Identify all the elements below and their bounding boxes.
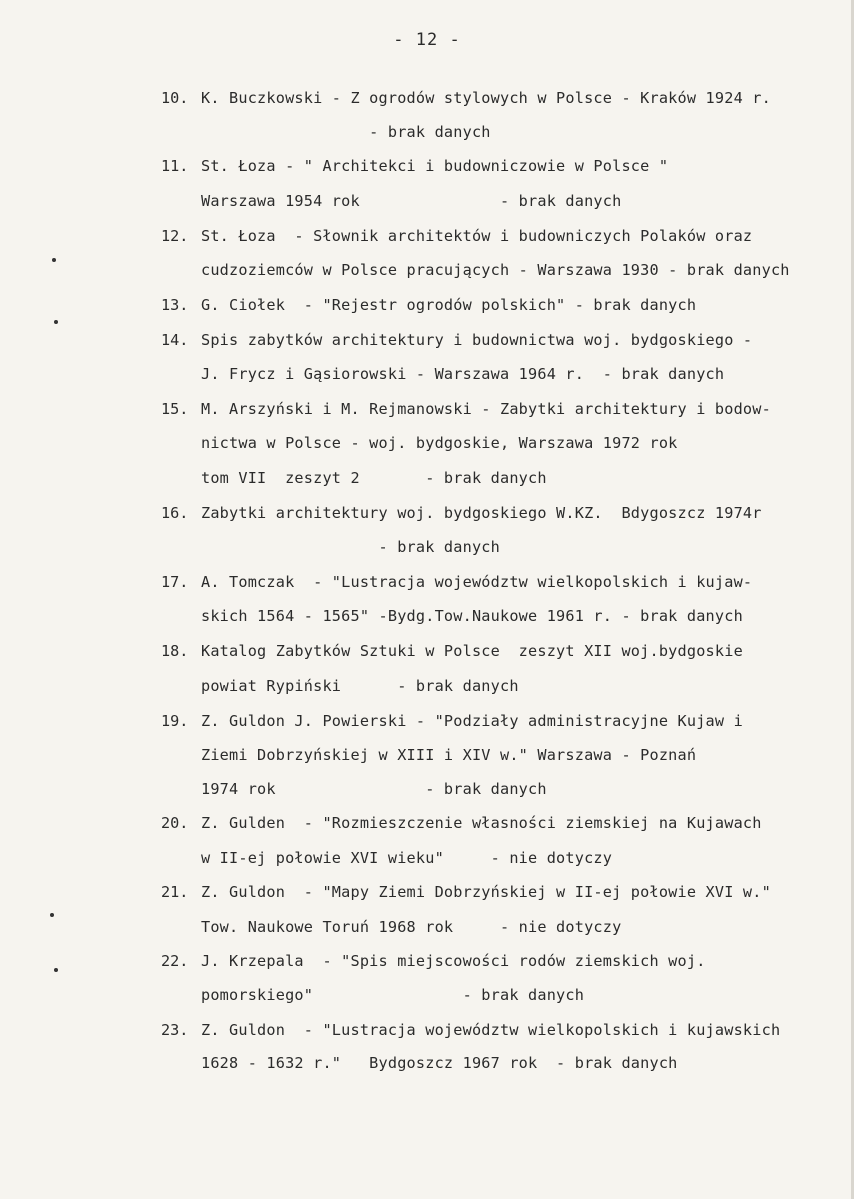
entry-number: 12. <box>161 227 189 245</box>
entry-number: 18. <box>161 642 189 660</box>
entry-number: 13. <box>161 296 189 314</box>
entry-number: 16. <box>161 504 189 522</box>
entry-line: Tow. Naukowe Toruń 1968 rok - nie dotyczy <box>201 918 622 936</box>
entry-line: - brak danych <box>201 538 500 556</box>
entry-line: Z. Gulden - "Rozmieszczenie własności ziemskiej na Kujawach <box>201 814 762 832</box>
entry-line: Spis zabytków architektury i budownictwa woj. bydgoskiego - <box>201 331 753 349</box>
entry-line: skich 1564 - 1565" -Bydg.Tow.Naukowe 1961 r. - brak danych <box>201 607 743 625</box>
entry-line: 1974 rok - brak danych <box>201 780 547 798</box>
entry-number: 21. <box>161 883 189 901</box>
entry-line: - brak danych <box>201 123 491 141</box>
entry-line: Zabytki architektury woj. bydgoskiego W.KZ. Bdygoszcz 1974r <box>201 504 762 522</box>
entry-number: 19. <box>161 712 189 730</box>
page-number: - 12 - <box>393 30 461 50</box>
entry-line: Z. Guldon - "Lustracja województw wielkopolskich i kujawskich <box>201 1021 781 1039</box>
entry-line: A. Tomczak - "Lustracja województw wielkopolskich i kujaw- <box>201 573 753 591</box>
entry-line: Warszawa 1954 rok - brak danych <box>201 192 622 210</box>
entry-number: 10. <box>161 89 189 107</box>
entry-line: St. Łoza - " Architekci i budowniczowie w Polsce " <box>201 157 669 175</box>
entry-line: St. Łoza - Słownik architektów i budowniczych Polaków oraz <box>201 227 753 245</box>
entry-line: M. Arszyński i M. Rejmanowski - Zabytki architektury i bodow- <box>201 400 771 418</box>
scan-mark <box>54 968 58 972</box>
entry-line: 1628 - 1632 r." Bydgoszcz 1967 rok - brak danych <box>201 1054 678 1072</box>
scan-mark <box>50 913 54 917</box>
entry-number: 20. <box>161 814 189 832</box>
entry-number: 17. <box>161 573 189 591</box>
entry-line: Katalog Zabytków Sztuki w Polsce zeszyt XII woj.bydgoskie <box>201 642 743 660</box>
entry-line: cudzoziemców w Polsce pracujących - Warszawa 1930 - brak danych <box>201 261 790 279</box>
entry-number: 23. <box>161 1021 189 1039</box>
entry-line: Ziemi Dobrzyńskiej w XIII i XIV w." Warszawa - Poznań <box>201 746 697 764</box>
entry-line: nictwa w Polsce - woj. bydgoskie, Warszawa 1972 rok <box>201 434 678 452</box>
entry-number: 11. <box>161 157 189 175</box>
entry-number: 15. <box>161 400 189 418</box>
scan-mark <box>54 320 58 324</box>
entry-line: J. Frycz i Gąsiorowski - Warszawa 1964 r. - brak danych <box>201 365 725 383</box>
entry-number: 22. <box>161 952 189 970</box>
entry-line: pomorskiego" - brak danych <box>201 986 585 1004</box>
entry-line: Z. Guldon J. Powierski - "Podziały administracyjne Kujaw i <box>201 712 743 730</box>
entry-line: tom VII zeszyt 2 - brak danych <box>201 469 547 487</box>
entry-line: w II-ej połowie XVI wieku" - nie dotyczy <box>201 849 613 867</box>
entry-line: J. Krzepala - "Spis miejscowości rodów ziemskich woj. <box>201 952 706 970</box>
entry-line: Z. Guldon - "Mapy Ziemi Dobrzyńskiej w II-ej połowie XVI w." <box>201 883 771 901</box>
entry-line: K. Buczkowski - Z ogrodów stylowych w Polsce - Kraków 1924 r. <box>201 89 771 107</box>
scan-mark <box>52 258 56 262</box>
entry-line: G. Ciołek - "Rejestr ogrodów polskich" - brak danych <box>201 296 697 314</box>
entry-line: powiat Rypiński - brak danych <box>201 677 519 695</box>
entry-number: 14. <box>161 331 189 349</box>
